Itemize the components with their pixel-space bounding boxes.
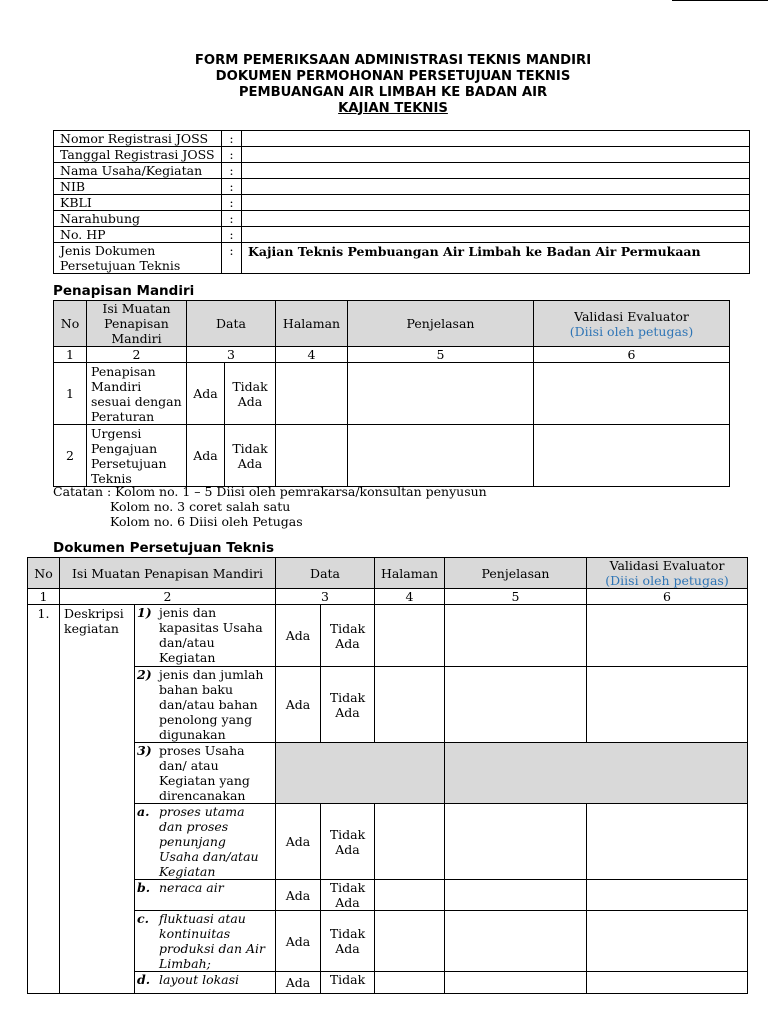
item-text: jenis dan kapasitas Usaha dan/atau Kegiatan — [159, 605, 263, 665]
cell-validasi[interactable] — [587, 911, 748, 972]
item-marker: 1) — [137, 605, 152, 620]
table-row — [28, 605, 748, 667]
column-number: 1 — [28, 589, 60, 605]
cell-validasi[interactable] — [587, 972, 748, 994]
column-number: 5 — [348, 347, 534, 363]
item-marker: a. — [137, 804, 150, 819]
registration-row — [54, 211, 750, 227]
cell-validasi[interactable] — [534, 425, 730, 487]
registration-label: NIB — [54, 179, 222, 195]
option-tidak-ada[interactable]: Tidak Ada — [225, 363, 276, 425]
column-number: 3 — [187, 347, 276, 363]
dokumen-title: Dokumen Persetujuan Teknis — [53, 540, 275, 556]
header-validasi — [587, 558, 748, 589]
row-isi: Penapisan Mandiri sesuai dengan Peraturan — [87, 363, 187, 425]
cell-penjelasan[interactable] — [348, 425, 534, 487]
penapisan-title: Penapisan Mandiri — [53, 283, 195, 299]
header-line-4: KAJIAN TEKNIS — [338, 101, 448, 116]
column-number: 4 — [276, 347, 348, 363]
colon: : — [222, 211, 242, 227]
option-tidak-ada[interactable]: Tidak Ada — [225, 425, 276, 487]
header-validasi-note: (Diisi oleh petugas) — [569, 323, 694, 339]
registration-row — [54, 195, 750, 211]
header-validasi-note: (Diisi oleh petugas) — [605, 573, 729, 588]
colon: : — [222, 227, 242, 243]
registration-value[interactable] — [242, 179, 750, 195]
row-no: 1 — [54, 363, 87, 425]
section-no: 1. — [28, 605, 60, 994]
registration-table — [53, 130, 750, 274]
registration-value[interactable] — [242, 163, 750, 179]
item-marker: 2) — [137, 667, 152, 682]
header-isi: Isi Muatan Penapisan Mandiri — [87, 301, 187, 347]
option-ada[interactable]: Ada — [276, 972, 321, 994]
item-cell — [135, 804, 276, 880]
column-number: 6 — [534, 347, 730, 363]
header-line-2: DOKUMEN PERMOHONAN PERSETUJUAN TEKNIS — [215, 69, 571, 84]
column-number: 2 — [60, 589, 276, 605]
header-no: No — [54, 301, 87, 347]
option-tidak-ada[interactable]: Tidak Ada — [321, 911, 375, 972]
column-number-row — [54, 347, 730, 363]
top-rule — [672, 0, 768, 1]
penapisan-table — [53, 300, 730, 487]
header-halaman: Halaman — [375, 558, 445, 589]
item-text: proses Usaha dan/ atau Kegiatan yang direncanakan — [159, 743, 250, 803]
registration-value[interactable] — [242, 131, 750, 147]
header-penjelasan: Penjelasan — [445, 558, 587, 589]
option-ada[interactable]: Ada — [276, 804, 321, 880]
item-text: proses utama dan proses penunjang Usaha dan/atau Kegiatan — [159, 804, 259, 879]
shaded-cell — [445, 743, 748, 804]
cell-validasi[interactable] — [587, 605, 748, 667]
header-data: Data — [187, 301, 276, 347]
colon: : — [222, 179, 242, 195]
table-row — [28, 911, 748, 972]
colon: : — [222, 195, 242, 211]
cell-penjelasan[interactable] — [445, 804, 587, 880]
item-cell — [135, 972, 276, 994]
option-ada[interactable]: Ada — [276, 667, 321, 743]
column-number: 2 — [87, 347, 187, 363]
registration-value: Kajian Teknis Pembuangan Air Limbah ke Badan Air Permukaan — [242, 243, 750, 274]
registration-value[interactable] — [242, 147, 750, 163]
option-tidak-ada[interactable]: Tidak Ada — [321, 804, 375, 880]
cell-validasi[interactable] — [587, 667, 748, 743]
cell-halaman[interactable] — [375, 667, 445, 743]
dokumen-table — [27, 557, 748, 994]
cell-penjelasan[interactable] — [348, 363, 534, 425]
colon: : — [222, 163, 242, 179]
cell-halaman[interactable] — [276, 425, 348, 487]
registration-row — [54, 147, 750, 163]
registration-row — [54, 243, 750, 274]
registration-value[interactable] — [242, 195, 750, 211]
registration-row — [54, 163, 750, 179]
cell-validasi[interactable] — [534, 363, 730, 425]
table-row — [28, 804, 748, 880]
registration-value[interactable] — [242, 227, 750, 243]
item-text: fluktuasi atau kontinuitas produksi dan Air Limbah; — [159, 911, 265, 971]
option-ada[interactable]: Ada — [276, 911, 321, 972]
option-tidak-ada[interactable]: Tidak Ada — [321, 667, 375, 743]
header-validasi — [534, 301, 730, 347]
document-header — [0, 53, 768, 117]
item-marker: b. — [137, 880, 151, 895]
header-validasi-label: Validasi Evaluator — [609, 558, 725, 573]
item-marker: d. — [137, 972, 151, 987]
item-cell — [135, 743, 276, 804]
cell-penjelasan[interactable] — [445, 911, 587, 972]
cell-halaman[interactable] — [276, 363, 348, 425]
cell-halaman[interactable] — [375, 911, 445, 972]
note-line-1: Catatan : Kolom no. 1 – 5 Diisi oleh pemrakarsa/konsultan penyusun — [53, 484, 487, 499]
registration-row — [54, 227, 750, 243]
colon: : — [222, 147, 242, 163]
header-validasi-label: Validasi Evaluator — [574, 308, 689, 324]
cell-penjelasan[interactable] — [445, 972, 587, 994]
cell-validasi[interactable] — [587, 880, 748, 911]
table-header-row — [28, 558, 748, 589]
notes — [53, 484, 487, 529]
option-ada[interactable]: Ada — [276, 880, 321, 911]
row-isi: Urgensi Pengajuan Persetujuan Teknis — [87, 425, 187, 487]
registration-value[interactable] — [242, 211, 750, 227]
table-row — [28, 972, 748, 994]
registration-label: Tanggal Registrasi JOSS — [54, 147, 222, 163]
column-number-row — [28, 589, 748, 605]
section-label: Deskripsi kegiatan — [60, 605, 135, 994]
cell-validasi[interactable] — [587, 804, 748, 880]
option-ada[interactable]: Ada — [187, 425, 225, 487]
table-row — [54, 425, 730, 487]
header-penjelasan: Penjelasan — [348, 301, 534, 347]
item-text: neraca air — [159, 880, 224, 895]
registration-row — [54, 131, 750, 147]
item-marker: 3) — [137, 743, 152, 758]
cell-penjelasan[interactable] — [445, 667, 587, 743]
table-row — [28, 667, 748, 743]
header-halaman: Halaman — [276, 301, 348, 347]
cell-halaman[interactable] — [375, 972, 445, 994]
option-tidak[interactable]: Tidak — [321, 972, 375, 994]
item-cell — [135, 911, 276, 972]
item-cell — [135, 880, 276, 911]
registration-label: No. HP — [54, 227, 222, 243]
table-row — [28, 743, 748, 804]
shaded-cell — [276, 743, 445, 804]
cell-halaman[interactable] — [375, 804, 445, 880]
column-number: 5 — [445, 589, 587, 605]
colon: : — [222, 131, 242, 147]
table-header-row — [54, 301, 730, 347]
header-isi: Isi Muatan Penapisan Mandiri — [60, 558, 276, 589]
column-number: 3 — [276, 589, 375, 605]
option-ada[interactable]: Ada — [187, 363, 225, 425]
header-data: Data — [276, 558, 375, 589]
table-row — [28, 880, 748, 911]
column-number: 6 — [587, 589, 748, 605]
registration-label: Nama Usaha/Kegiatan — [54, 163, 222, 179]
header-no: No — [28, 558, 60, 589]
item-cell — [135, 605, 276, 667]
registration-label: Nomor Registrasi JOSS — [54, 131, 222, 147]
row-no: 2 — [54, 425, 87, 487]
cell-penjelasan[interactable] — [445, 880, 587, 911]
cell-penjelasan[interactable] — [445, 605, 587, 667]
header-line-1: FORM PEMERIKSAAN ADMINISTRASI TEKNIS MANDIRI — [194, 53, 592, 68]
cell-halaman[interactable] — [375, 605, 445, 667]
column-number: 1 — [54, 347, 87, 363]
item-text: layout lokasi — [159, 972, 240, 987]
option-tidak-ada[interactable]: Tidak Ada — [321, 605, 375, 667]
header-line-3: PEMBUANGAN AIR LIMBAH KE BADAN AIR — [238, 85, 548, 100]
registration-label: KBLI — [54, 195, 222, 211]
registration-label: Jenis Dokumen Persetujuan Teknis — [54, 243, 222, 274]
item-marker: c. — [137, 911, 149, 926]
colon: : — [222, 243, 242, 274]
note-line-2: Kolom no. 3 coret salah satu — [110, 499, 291, 514]
note-line-3: Kolom no. 6 Diisi oleh Petugas — [110, 514, 303, 529]
registration-row — [54, 179, 750, 195]
registration-label: Narahubung — [54, 211, 222, 227]
cell-halaman[interactable] — [375, 880, 445, 911]
item-cell — [135, 667, 276, 743]
column-number: 4 — [375, 589, 445, 605]
table-row — [54, 363, 730, 425]
item-text: jenis dan jumlah bahan baku dan/atau bahan penolong yang digunakan — [159, 667, 264, 742]
option-ada[interactable]: Ada — [276, 605, 321, 667]
option-tidak-ada[interactable]: Tidak Ada — [321, 880, 375, 911]
